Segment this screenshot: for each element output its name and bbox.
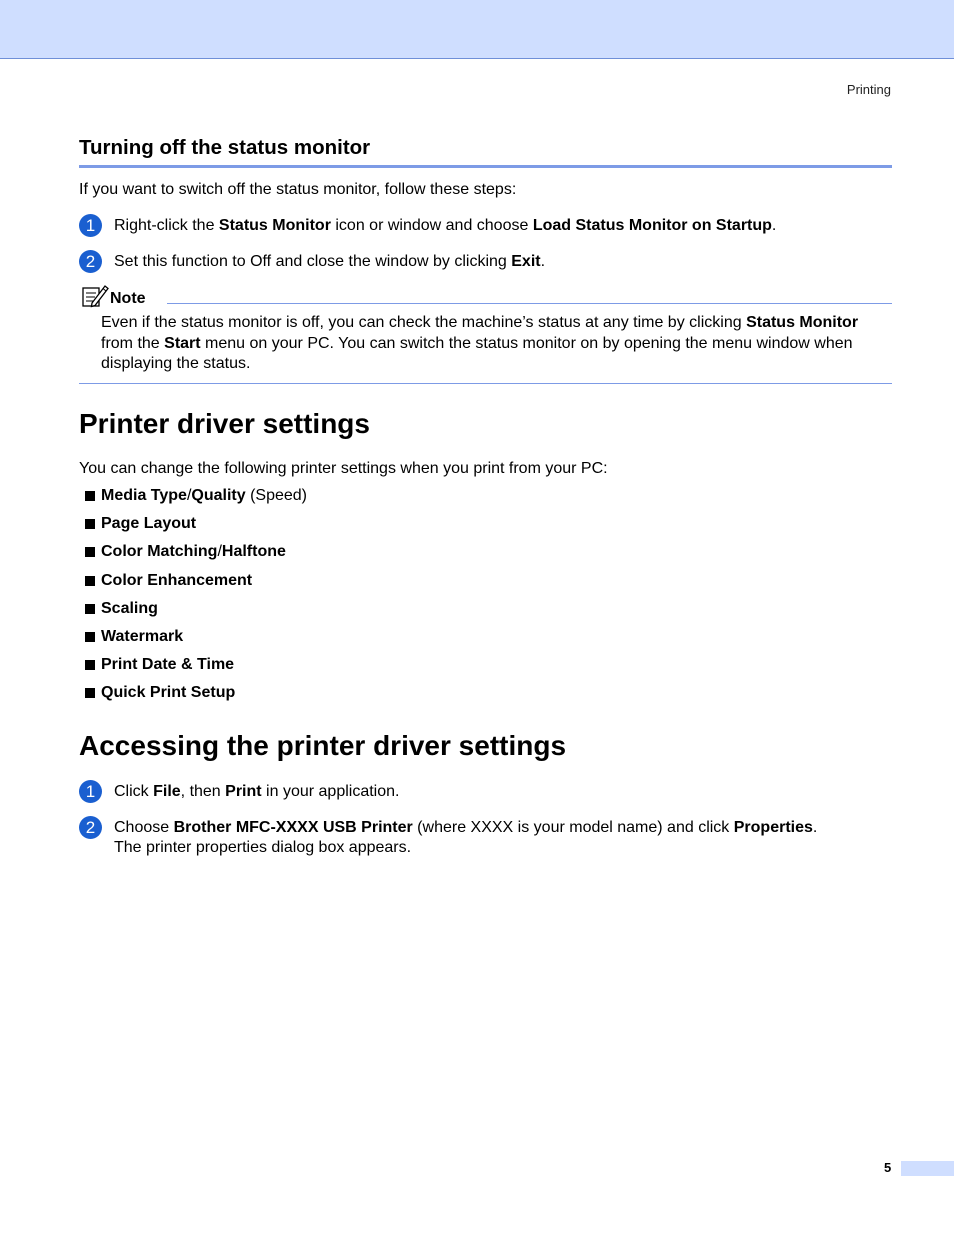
step-number-badge: 2 [79, 816, 102, 839]
bullet-square-icon [85, 604, 95, 614]
page-number-tab [901, 1161, 954, 1176]
note-divider [167, 303, 892, 304]
page-number: 5 [884, 1160, 892, 1175]
bullet-square-icon [85, 491, 95, 501]
printer-settings-intro: You can change the following printer settings when you print from your PC: [79, 460, 608, 477]
step-number-badge: 1 [79, 214, 102, 237]
note-text: Even if the status monitor is off, you can check the machine’s status at any time by clicking Status Monitor from the Start menu on your PC. You can switch the status monitor on by opening the menu window when displaying the status. [101, 314, 859, 372]
step-number-badge: 1 [79, 780, 102, 803]
list-item: Page Layout [85, 514, 307, 542]
section-heading-accessing-driver-settings: Accessing the printer driver settings [79, 730, 567, 761]
step-text: Choose Brother MFC-XXXX USB Printer (where XXXX is your model name) and click Properties. The printer properties dialog box appears. [114, 819, 818, 856]
bullet-square-icon [85, 632, 95, 642]
list-item: Quick Print Setup [85, 683, 307, 711]
bullet-square-icon [85, 547, 95, 557]
section-heading-status-monitor: Turning off the status monitor [79, 136, 892, 168]
note-pencil-icon [81, 284, 109, 313]
section-heading-printer-driver-settings: Printer driver settings [79, 408, 370, 439]
list-item: Color Enhancement [85, 571, 307, 599]
printer-settings-list [85, 486, 307, 712]
step-number-badge: 2 [79, 250, 102, 273]
status-monitor-intro: If you want to switch off the status monitor, follow these steps: [79, 181, 517, 198]
bullet-square-icon [85, 519, 95, 529]
note-box [79, 284, 892, 384]
note-title: Note [110, 290, 146, 307]
running-header: Printing [846, 82, 891, 97]
bullet-square-icon [85, 688, 95, 698]
bullet-square-icon [85, 660, 95, 670]
list-item: Color Matching/Halftone [85, 542, 307, 570]
list-item: Scaling [85, 599, 307, 627]
bullet-square-icon [85, 576, 95, 586]
step-text: Right-click the Status Monitor icon or window and choose Load Status Monitor on Startup. [114, 217, 777, 234]
header-band [0, 0, 954, 59]
step-text: Click File, then Print in your application. [114, 783, 400, 800]
list-item: Print Date & Time [85, 655, 307, 683]
list-item: Media Type/Quality (Speed) [85, 486, 307, 514]
list-item: Watermark [85, 627, 307, 655]
step-text: Set this function to Off and close the window by clicking Exit. [114, 253, 546, 270]
